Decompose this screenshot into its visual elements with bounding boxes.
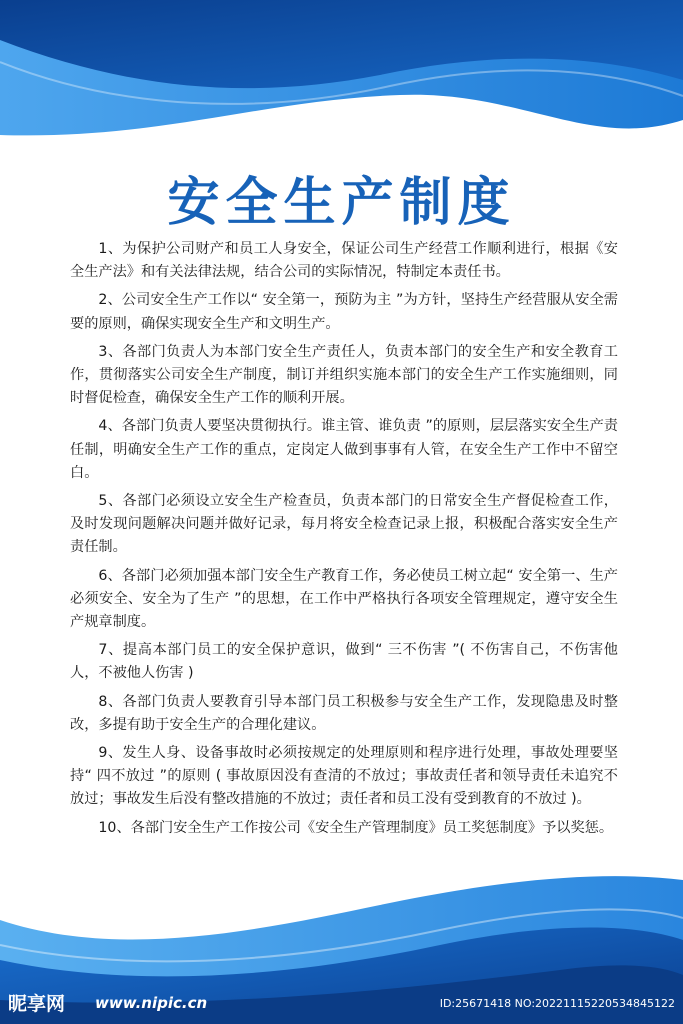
rule-item: 8、各部门负责人要教育引导本部门员工积极参与安全生产工作，发现隐患及时整改，多提有助于安全生产的合理化建议。	[70, 693, 618, 733]
rule-item: 10、各部门安全生产工作按公司《安全生产管理制度》员工奖惩制度》予以奖惩。	[98, 819, 614, 836]
rule-item: 4、各部门负责人要坚决贯彻执行。谁主管、谁负责 ”的原则，层层落实安全生产责任制，明确安全生产工作的重点，定岗定人做到事事有人管，在安全生产工作中不留空白。	[70, 418, 618, 481]
rule-item: 7、提高本部门员工的安全保护意识，做到“ 三不伤害 ”( 不伤害自己，不伤害他人，不被他人伤害 )	[70, 642, 618, 682]
page-title: 安全生产制度	[167, 172, 516, 233]
rule-item: 9、发生人身、设备事故时必须按规定的处理原则和程序进行处理，事故处理要坚持“ 四不放过 ”的原则 ( 事故原因没有查清的不放过；事故责任者和领导责任未追究不放过；事故发生后没有整改措施的不放过；责任者和员工没有受到教育的不放过 )。	[70, 745, 618, 808]
rule-item: 1、为保护公司财产和员工人身安全，保证公司生产经营工作顺利进行，根据《安全生产法》和有关法律法规，结合公司的实际情况，特制定本责任书。	[70, 241, 618, 281]
rule-item: 3、各部门负责人为本部门安全生产责任人，负责本部门的安全生产和安全教育工作，贯彻落实公司安全生产制度，制订并组织实施本部门的安全生产工作实施细则，同时督促检查，确保安全生产工作的顺利开展。	[70, 343, 618, 407]
watermark-logo: 昵享网	[8, 993, 66, 1015]
watermark-id: ID:25671418 NO:20221115220534845122	[439, 997, 675, 1010]
rule-item: 5、各部门必须设立安全生产检查员，负责本部门的日常安全生产督促检查工作，及时发现问题解决问题并做好记录，每月将安全检查记录上报，积极配合落实安全生产责任制。	[70, 493, 618, 556]
rule-item: 2、公司安全生产工作以“ 安全第一，预防为主 ”为方针，坚持生产经营服从安全需要的原则，确保实现安全生产和文明生产。	[70, 292, 618, 332]
watermark-url: www.nipic.cn	[95, 994, 208, 1012]
rule-item: 6、各部门必须加强本部门安全生产教育工作，务必使员工树立起“ 安全第一、生产必须安全、安全为了生产 ”的思想，在工作中严格执行各项安全管理规定，遵守安全生产规章制度。	[70, 567, 618, 631]
rules-list	[70, 238, 618, 845]
